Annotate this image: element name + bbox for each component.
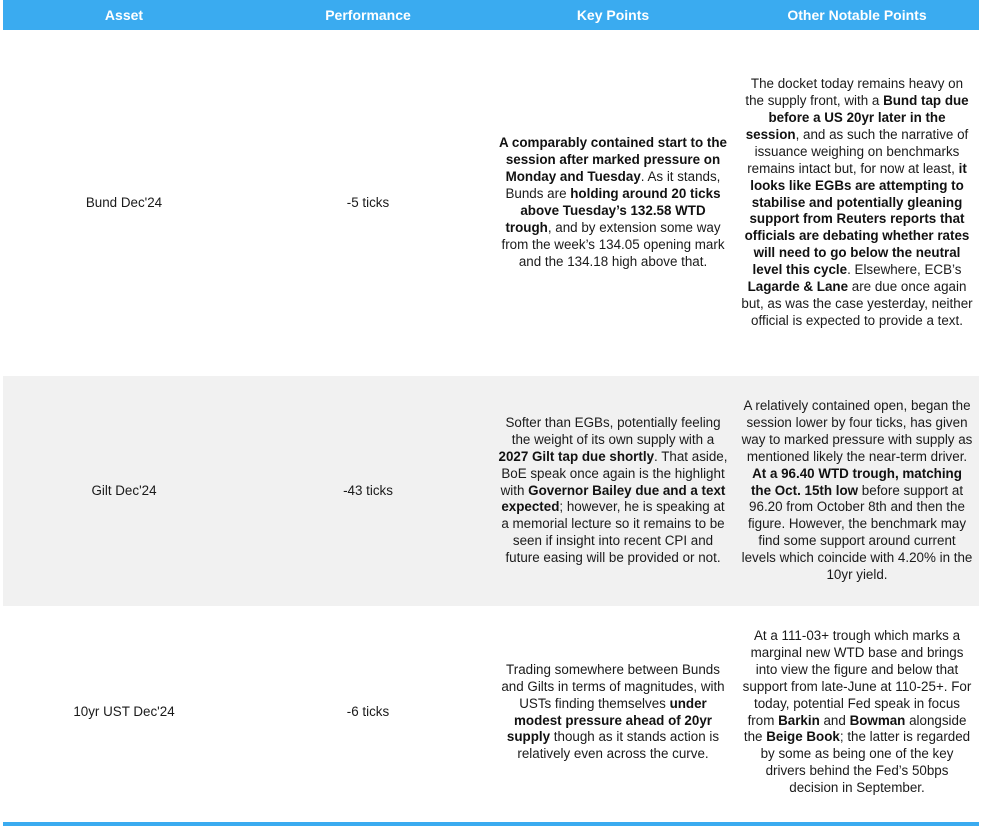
table-header-row: [3, 0, 979, 30]
text-segment: . Elsewhere, ECB’s: [847, 262, 962, 278]
text-segment: alongside the: [743, 712, 967, 745]
text-segment: are due once again but, as was the case yesterday, neither official is expected to provide a text.: [741, 279, 973, 328]
bold-text-segment: Bowman: [849, 712, 906, 728]
bold-text-segment: Bund tap due before a US 20yr later in the session: [745, 93, 969, 142]
text-segment: Trading somewhere between Bunds and Gilts in terms of magnitudes, with USTs finding themselves: [501, 661, 725, 711]
table-row: [3, 376, 979, 606]
asset-cell: 10yr UST Dec'24: [3, 606, 245, 819]
header-key-points: Key Points: [491, 0, 735, 30]
key-points-cell: [491, 376, 735, 606]
asset-cell: Bund Dec'24: [3, 30, 245, 376]
text-segment: though as it stands action is relatively even across the curve.: [517, 729, 720, 762]
table-bottom-border: [3, 822, 979, 826]
bold-text-segment: A comparably contained start to the session after marked pressure on Monday and Tuesday: [499, 135, 727, 185]
text-segment: , and by extension some way from the week’s 134.05 opening mark and the 134.18 high above that.: [501, 219, 725, 269]
bold-text-segment: holding around 20 ticks above Tuesday’s 132.58 WTD trough: [505, 186, 721, 235]
asset-cell: Gilt Dec'24: [3, 376, 245, 606]
text-segment: A relatively contained open, began the session lower by four ticks, has given way to marked pressure with supply as mentioned likely the near-term driver.: [741, 398, 973, 464]
text-segment: ; the latter is regarded by some as being one of the key drivers behind the Fed’s 50bps decision in September.: [760, 729, 971, 796]
bold-text-segment: At a 96.40 WTD trough, matching the Oct. 15th low: [750, 465, 962, 498]
other-points-cell: [735, 376, 979, 606]
bold-text-segment: it looks like EGBs are attempting to stabilise and potentially gleaning support from Reuters reports that officials are debating whether rates will need to go below the neutral level this cycle: [744, 160, 970, 278]
bold-text-segment: Governor Bailey due and a text expected: [501, 482, 726, 515]
text-segment: . That aside, BoE speak once again is the highlight with: [500, 448, 728, 498]
bold-text-segment: Lagarde & Lane: [747, 279, 849, 295]
table-row: [3, 30, 979, 376]
text-segment: Softer than EGBs, potentially feeling the weight of its own supply with a: [505, 414, 721, 447]
other-points-cell: [735, 30, 979, 376]
performance-cell: -6 ticks: [245, 606, 491, 819]
text-segment: and: [819, 712, 850, 728]
market-summary-table: [3, 0, 979, 819]
text-segment: The docket today remains heavy on the supply front, with a: [745, 76, 964, 109]
header-other-notable-points: Other Notable Points: [735, 0, 979, 30]
performance-cell: -43 ticks: [245, 376, 491, 606]
bold-text-segment: Beige Book: [766, 729, 840, 745]
text-segment: At a 111-03+ trough which marks a marginal new WTD base and brings into view the figure and below that support from late-June at 110-25+. For today, potential Fed speak in focus from: [742, 627, 972, 728]
text-segment: . As it stands, Bunds are: [505, 169, 721, 202]
bold-text-segment: 2027 Gilt tap due shortly: [498, 448, 655, 464]
text-segment: , and as such the narrative of issuance weighing on benchmarks remains intact but, for now at least,: [747, 126, 969, 176]
bold-text-segment: under modest pressure ahead of 20yr supply: [506, 695, 712, 745]
header-asset: Asset: [3, 0, 245, 30]
key-points-cell: [491, 30, 735, 376]
table-row: [3, 606, 979, 819]
header-performance: Performance: [245, 0, 491, 30]
bold-text-segment: Barkin: [778, 712, 820, 728]
other-points-cell: [735, 606, 979, 819]
key-points-cell: [491, 606, 735, 819]
text-segment: ; however, he is speaking at a memorial lecture so it remains to be seen if insight into recent CPI and future easing will be provided or not.: [501, 499, 725, 566]
performance-cell: -5 ticks: [245, 30, 491, 376]
text-segment: before support at 96.20 from October 8th and then the figure. However, the benchmark may find some support around current levels which coincide with 4.20% in the 10yr yield.: [741, 482, 973, 583]
